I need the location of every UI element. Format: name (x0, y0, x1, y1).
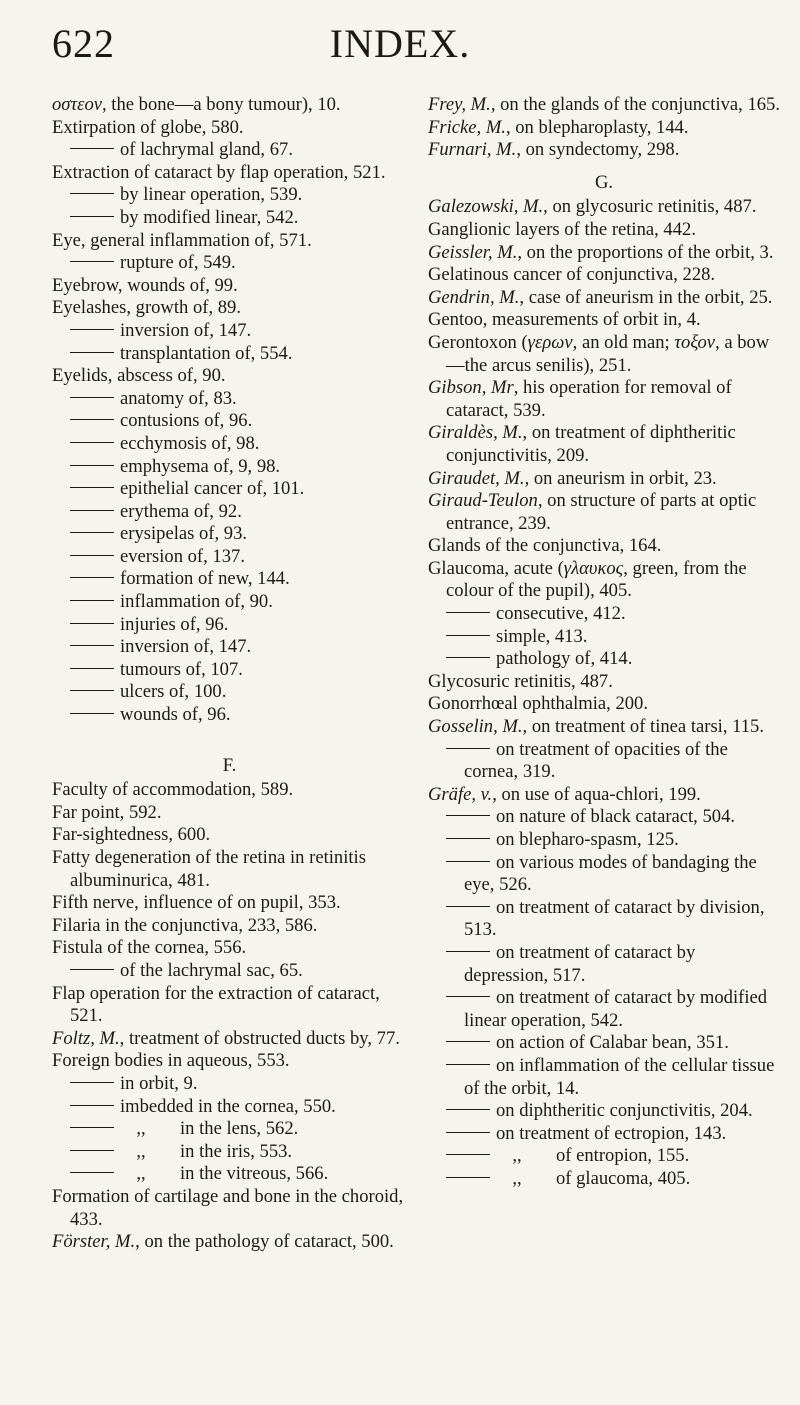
index-subentry (52, 320, 407, 343)
author-name: Gendrin, M. (428, 286, 520, 308)
index-entry (428, 558, 780, 603)
index-entry (428, 287, 780, 310)
entry-text: inversion of, 147. (120, 636, 252, 658)
entry-text: of entropion, 155. (556, 1145, 690, 1167)
greek-term: γλαυκος (563, 557, 624, 579)
index-subentry (428, 852, 780, 897)
entry-text: imbedded in the cornea, 550. (120, 1095, 336, 1117)
repeat-dash (446, 1132, 490, 1133)
index-subentry (428, 829, 780, 852)
repeat-dash (70, 577, 114, 578)
repeat-dash (70, 1105, 114, 1106)
entry-text: ecchymosis of, 98. (120, 432, 260, 454)
index-entry: Gonorrhœal ophthalmia, 200. (428, 693, 648, 715)
entry-text: on treatment of opacities of the cornea, 319. (464, 738, 728, 783)
index-entry: Flap operation for the extraction of cataract, 521. (52, 982, 380, 1027)
ditto-mark: ,, (136, 1118, 146, 1140)
index-entry (428, 422, 780, 467)
entry-text: , his operation for removal of cataract, 539. (446, 377, 732, 421)
repeat-dash (70, 397, 114, 398)
author-name: Foltz, M. (52, 1027, 120, 1049)
page-number: 622 (52, 21, 115, 66)
repeat-dash (446, 815, 490, 816)
repeat-dash (70, 1127, 114, 1128)
author-name: Galezowski, M. (428, 196, 544, 218)
index-subentry (52, 704, 407, 727)
index-subentry (428, 1145, 780, 1168)
index-entry: Foreign bodies in aqueous, 553. (52, 1050, 290, 1072)
repeat-dash (70, 645, 114, 646)
index-subentry (428, 806, 780, 829)
entry-text: inversion of, 147. (120, 319, 252, 341)
index-entry (428, 716, 780, 739)
entry-text: , an old man; (572, 331, 675, 353)
page-header (0, 20, 800, 68)
index-subentry (52, 252, 407, 275)
index-subentry (52, 433, 407, 456)
repeat-dash (70, 969, 114, 970)
entry-text: injuries of, 96. (120, 613, 229, 635)
entry-text: by linear operation, 539. (120, 184, 303, 206)
repeat-dash (70, 668, 114, 669)
entry-text: inflammation of, 90. (120, 591, 273, 613)
index-subentry (52, 546, 407, 569)
repeat-dash (70, 442, 114, 443)
index-subentry (428, 1168, 780, 1191)
author-name: Giraudet, M. (428, 467, 525, 489)
entry-text: on treatment of cataract by modified linear operation, 542. (464, 987, 768, 1031)
repeat-dash (70, 690, 114, 691)
right-column (428, 94, 780, 1191)
index-entry: Glycosuric retinitis, 487. (428, 670, 613, 692)
repeat-dash (70, 1150, 114, 1151)
repeat-dash (446, 861, 490, 862)
entry-text: Glaucoma, acute ( (428, 557, 564, 579)
repeat-dash (70, 555, 114, 556)
entry-text: , on aneurism in orbit, 23. (524, 467, 717, 489)
repeat-dash (70, 352, 114, 353)
repeat-dash (446, 838, 490, 839)
entry-text: of the lachrymal sac, 65. (120, 959, 303, 981)
index-entry (52, 94, 407, 117)
index-entry: Far-sightedness, 600. (52, 824, 211, 846)
entry-text: erythema of, 92. (120, 500, 242, 522)
index-entry: Gentoo, measurements of orbit in, 4. (428, 309, 701, 331)
index-subentry (52, 1141, 407, 1164)
entry-text: on treatment of cataract by division, 513. (464, 896, 765, 941)
entry-text: simple, 413. (496, 625, 588, 647)
repeat-dash (70, 216, 114, 217)
entry-text: epithelial cancer of, 101. (120, 478, 305, 500)
repeat-dash (446, 1154, 490, 1155)
index-subentry (52, 343, 407, 366)
index-subentry (428, 897, 780, 942)
entry-text: on action of Calabar bean, 351. (496, 1032, 729, 1054)
entry-text: erysipelas of, 93. (120, 523, 248, 545)
repeat-dash (70, 261, 114, 262)
repeat-dash (446, 996, 490, 997)
repeat-dash (446, 1041, 490, 1042)
index-entry: Far point, 592. (52, 801, 162, 823)
entry-text: , on treatment of tinea tarsi, 115. (522, 716, 764, 738)
author-name: Giraud-Teulon (428, 490, 538, 512)
ditto-mark: ,, (136, 1140, 146, 1162)
ditto-mark: ,, (136, 1163, 146, 1185)
index-subentry (428, 626, 780, 649)
index-subentry (52, 1118, 407, 1141)
index-entry (52, 1231, 407, 1254)
index-subentry (52, 139, 407, 162)
index-entry (428, 490, 780, 535)
entry-text: , case of aneurism in the orbit, 25. (519, 286, 773, 308)
author-name: Giraldès, M. (428, 422, 523, 444)
ditto-mark: ,, (512, 1167, 522, 1189)
index-entry (52, 1028, 407, 1051)
entry-text: , on blepharoplasty, 144. (505, 116, 689, 138)
index-entry: Eyelids, abscess of, 90. (52, 365, 226, 387)
entry-text: in orbit, 9. (120, 1072, 198, 1094)
repeat-dash (446, 657, 490, 658)
section-letter-f: F. (222, 754, 237, 776)
greek-term: τοξον (674, 331, 716, 353)
index-subentry (52, 478, 407, 501)
entry-text: by modified linear, 542. (120, 206, 299, 228)
index-subentry (52, 410, 407, 433)
index-subentry (52, 636, 407, 659)
index-entry: Extraction of cataract by flap operation, 521. (52, 161, 386, 183)
repeat-dash (446, 635, 490, 636)
index-entry: Formation of cartilage and bone in the choroid, 433. (52, 1185, 404, 1230)
index-entry: Eyebrow, wounds of, 99. (52, 274, 238, 296)
index-subentry (52, 388, 407, 411)
index-entry (428, 94, 780, 117)
entry-text: in the iris, 553. (180, 1140, 293, 1162)
repeat-dash (70, 193, 114, 194)
index-entry: Ganglionic layers of the retina, 442. (428, 218, 696, 240)
entry-text: , on treatment of diphtheritic conjunctivitis, 209. (446, 422, 736, 466)
entry-text: transplantation of, 554. (120, 342, 293, 364)
entry-text: eversion of, 137. (120, 545, 245, 567)
repeat-dash (70, 487, 114, 488)
entry-text: emphysema of, 9, 98. (120, 455, 281, 477)
entry-text: in the vitreous, 566. (180, 1163, 329, 1185)
repeat-dash (70, 600, 114, 601)
index-entry: Glands of the conjunctiva, 164. (428, 535, 662, 557)
index-entry (428, 784, 780, 807)
repeat-dash (70, 713, 114, 714)
entry-text: on diphtheritic conjunctivitis, 204. (496, 1100, 753, 1122)
repeat-dash (446, 951, 490, 952)
author-name: Gosselin, M. (428, 716, 523, 738)
entry-text: of glaucoma, 405. (556, 1167, 691, 1189)
repeat-dash (446, 906, 490, 907)
author-name: Geissler, M. (428, 241, 518, 263)
index-subentry (52, 568, 407, 591)
index-subentry (52, 614, 407, 637)
entry-text: on treatment of ectropion, 143. (496, 1122, 727, 1144)
author-name: Förster, M. (52, 1231, 136, 1253)
running-title: INDEX. (329, 21, 471, 66)
entry-text: in the lens, 562. (180, 1118, 299, 1140)
entry-text: pathology of, 414. (496, 648, 633, 670)
entry-text: , treatment of obstructed ducts by, 77. (119, 1027, 400, 1049)
index-entry: Eye, general inflammation of, 571. (52, 229, 312, 251)
index-subentry (52, 659, 407, 682)
entry-text: , on the glands of the conjunctiva, 165. (490, 94, 781, 115)
ditto-mark: ,, (512, 1145, 522, 1167)
index-subentry (428, 1100, 780, 1123)
index-subentry (428, 1123, 780, 1146)
index-entry (428, 139, 780, 162)
author-name: Fricke, M. (428, 116, 506, 138)
entry-text: , on the pathology of cataract, 500. (135, 1231, 394, 1253)
index-subentry (52, 1163, 407, 1186)
entry-text: contusions of, 96. (120, 410, 253, 432)
index-entry: Eyelashes, growth of, 89. (52, 297, 241, 319)
repeat-dash (70, 465, 114, 466)
repeat-dash (446, 1177, 490, 1178)
section-letter-g: G. (594, 171, 614, 193)
index-subentry (52, 1073, 407, 1096)
index-subentry (52, 960, 407, 983)
repeat-dash (70, 510, 114, 511)
author-name: Gräfe, v. (428, 783, 493, 805)
index-entry: Fistula of the cornea, 556. (52, 937, 247, 959)
repeat-dash (70, 148, 114, 149)
entry-text: rupture of, 549. (120, 252, 236, 274)
index-subentry (52, 184, 407, 207)
entry-text: on inflammation of the cellular tissue of the orbit, 14. (464, 1054, 775, 1099)
index-subentry (428, 1055, 780, 1100)
index-entry: Extirpation of globe, 580. (52, 116, 244, 138)
entry-text: , a bow—the arcus senilis), 251. (446, 331, 770, 376)
entry-text: , the bone—a bony tumour), 10. (102, 94, 341, 115)
index-entry (428, 242, 780, 265)
entry-text: Gerontoxon ( (428, 331, 528, 353)
entry-text: on treatment of cataract by depression, 517. (464, 941, 696, 986)
repeat-dash (446, 1064, 490, 1065)
repeat-dash (70, 532, 114, 533)
index-subentry (428, 1032, 780, 1055)
index-entry: Gelatinous cancer of conjunctiva, 228. (428, 264, 716, 286)
index-subentry (428, 648, 780, 671)
index-subentry (52, 591, 407, 614)
index-entry: Fatty degeneration of the retina in retinitis albuminurica, 481. (52, 847, 366, 891)
entry-text: formation of new, 144. (120, 568, 290, 590)
entry-text: , on structure of parts at optic entrance, 239. (446, 490, 757, 534)
entry-text: on nature of black cataract, 504. (496, 806, 736, 828)
entry-text: wounds of, 96. (120, 704, 231, 726)
entry-text: , on use of aqua-chlori, 199. (492, 783, 701, 805)
index-entry (428, 196, 780, 219)
index-subentry (428, 987, 780, 1032)
author-name: Furnari, M. (428, 139, 517, 161)
entry-text: , on the proportions of the orbit, 3. (517, 241, 774, 263)
index-subentry (428, 603, 780, 626)
index-entry: Fifth nerve, influence of on pupil, 353. (52, 892, 341, 914)
greek-term: γερων (527, 331, 573, 353)
entry-text: ulcers of, 100. (120, 681, 227, 703)
index-entry (428, 332, 780, 377)
index-subentry (52, 523, 407, 546)
author-name: Frey, M. (428, 94, 491, 115)
index-subentry (52, 501, 407, 524)
index-subentry (52, 207, 407, 230)
index-entry (428, 117, 780, 140)
greek-term: οστεον (52, 94, 102, 115)
index-subentry (52, 456, 407, 479)
repeat-dash (70, 419, 114, 420)
index-entry: Filaria in the conjunctiva, 233, 586. (52, 914, 318, 936)
index-subentry (428, 739, 780, 784)
entry-text: on blepharo-spasm, 125. (496, 829, 679, 850)
entry-text: on various modes of bandaging the eye, 526. (464, 851, 757, 896)
entry-text: tumours of, 107. (120, 658, 243, 680)
index-subentry (52, 1096, 407, 1119)
entry-text: , green, from the colour of the pupil), 405. (446, 557, 747, 602)
entry-text: consecutive, 412. (496, 603, 626, 625)
repeat-dash (446, 1109, 490, 1110)
index-entry (428, 468, 780, 491)
entry-text: , on glycosuric retinitis, 487. (543, 196, 757, 218)
index-subentry (428, 942, 780, 987)
author-name: Gibson, Mr (428, 377, 514, 399)
entry-text: anatomy of, 83. (120, 387, 237, 409)
left-column (52, 94, 407, 1254)
spacer (52, 727, 407, 745)
repeat-dash (70, 623, 114, 624)
index-entry: Faculty of accommodation, 589. (52, 779, 294, 801)
index-subentry (52, 681, 407, 704)
repeat-dash (70, 1172, 114, 1173)
index-entry (428, 377, 780, 422)
repeat-dash (70, 1082, 114, 1083)
repeat-dash (446, 748, 490, 749)
repeat-dash (446, 612, 490, 613)
entry-text: , on syndectomy, 298. (516, 139, 680, 161)
entry-text: of lachrymal gland, 67. (120, 139, 293, 161)
repeat-dash (70, 329, 114, 330)
